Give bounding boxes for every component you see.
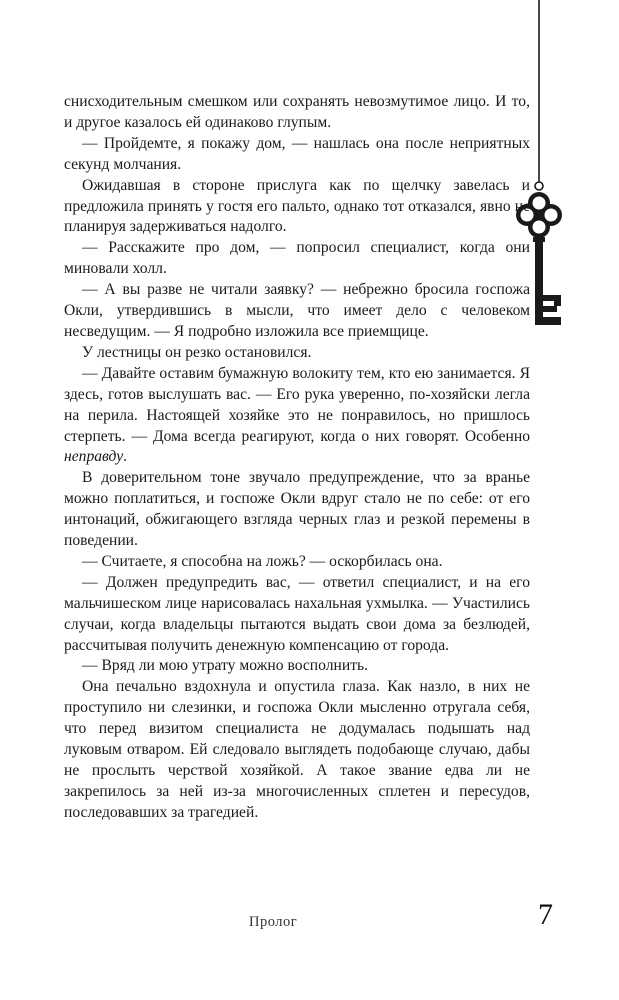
paragraph: — А вы разве не читали заявку? — небрежно бросила госпожа Окли, утвердившись в мысли, что имеет дело с человеком несведущим. — Я подробно изложила все приемщице. xyxy=(64,281,530,340)
paragraph: — Считаете, я способна на ложь? — оскорбилась она. xyxy=(82,552,443,570)
paragraph: В доверительном тоне звучало предупреждение, что за вранье можно поплатиться, и госпоже Окли вдруг стало не по себе: от его интонаций, обжигающего взгляда черных глаз и резкой перемены в поведении. xyxy=(64,469,530,550)
paragraph: — Вряд ли мою утрату можно восполнить. xyxy=(82,657,369,675)
paragraph: Она печально вздохнула и опустила глаза. Как назло, в них не проступило ни слезинки, и госпожа Окли мысленно отругала себя, что перед визитом специалиста не додумалась подышать над луковым отваром. Ей следовало выглядеть подобающе случаю, дабы не прослыть черствой хозяйкой. А такое звание едва ли не закрепилось за ней из-за многочисленных сплетен и пересудов, последовавших за трагедией. xyxy=(64,678,530,821)
body-text xyxy=(64,92,530,824)
paragraph: снисходительным смешком или сохранять невозмутимое лицо. И то, и другое казалось ей одинаково глупым. xyxy=(64,93,530,131)
paragraph: — Должен предупредить вас, — ответил специалист, и на его мальчишеском лице нарисовалась нахальная ухмылка. — Участились случаи, когда владельцы пытаются выдать свои дома за безлюдей, рассчитывая получить денежную компенсацию от города. xyxy=(64,573,530,654)
paragraph: — Расскажите про дом, — попросил специалист, когда они миновали холл. xyxy=(64,239,530,278)
paragraph: Ожидавшая в стороне прислуга как по щелчку завелась и предложила принять у гостя его пальто, однако тот отказался, явно не планируя задерживаться надолго. xyxy=(64,176,530,236)
page-number: 7 xyxy=(538,898,553,931)
paragraph: — Пройдемте, я покажу дом, — нашлась она после неприятных секунд молчания. xyxy=(64,134,530,173)
paragraph: У лестницы он резко остановился. xyxy=(82,343,312,361)
paragraph: — Давайте оставим бумажную волокиту тем, кто ею занимается. Я здесь, готов выслушать вас. — Его рука уверенно, по-хозяйски легла на перила. Настоящей хозяйке это не понравилось, но пришлось стерпеть. — Дома всегда реагируют, когда о них говорят. Особенно неправду. xyxy=(64,364,530,466)
emphasis: неправду xyxy=(64,448,124,466)
running-title: Пролог xyxy=(249,914,298,930)
